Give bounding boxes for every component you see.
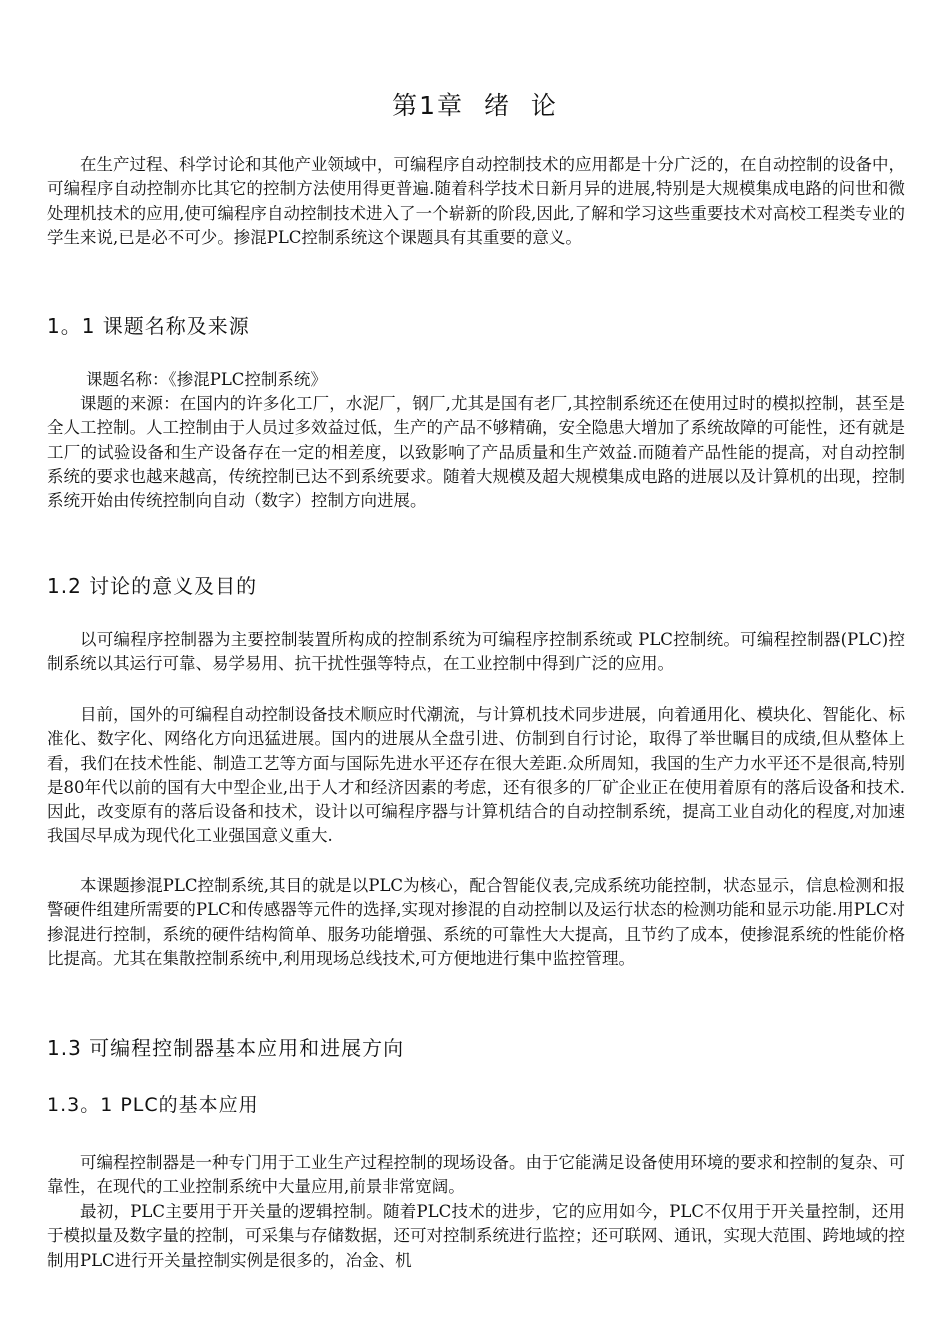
subsection-heading-1-3-1: 1.3。1 PLC的基本应用 (47, 1094, 259, 1116)
intro-paragraph: 在生产过程、科学讨论和其他产业领域中，可编程序自动控制技术的应用都是十分广泛的，在自动控制的设备中， 可编程序自动控制亦比其它的控制方法使用得更普遍.随着科学技术日新月异的进展,特别是大规模集成电路的问世和微处理机技术的应用,使可编程序自动控制技术进入了一个崭新的阶段,因此,了解和学习这些重要技术对高校工程类专业的学生来说,已是必不可少。掺混PLC控制系统这个课题具有其重要的意义。 (47, 155, 905, 247)
section-1-2-paragraph-1: 以可编程序控制器为主要控制装置所构成的控制系统为可编程序控制系统或 PLC控制统。可编程控制器(PLC)控制系统以其运行可靠、易学易用、抗干扰性强等特点，在工业控制中得到广泛的应用。 (47, 630, 905, 674)
section-heading-1-3: 1.3 可编程控制器基本应用和进展方向 (47, 1036, 405, 1060)
section-heading-1-2: 1.2 讨论的意义及目的 (47, 574, 258, 598)
section-1-2-paragraph-3: 本课题掺混PLC控制系统,其目的就是以PLC为核心，配合智能仪表,完成系统功能控制，状态显示，信息检测和报警硬件组建所需要的PLC和传感器等元件的选择,实现对掺混的自动控制以及运行状态的检测功能和显示功能.用PLC对掺混进行控制，系统的硬件结构简单、服务功能增强、系统的可靠性大大提高，且节约了成本，使掺混系统的性能价格比提高。尤其在集散控制系统中,利用现场总线技术,可方便地进行集中监控管理。 (47, 876, 905, 968)
section-1-3-1-paragraph-2: 最初，PLC主要用于开关量的逻辑控制。随着PLC技术的进步，它的应用如今，PLC不仅用于开关量控制，还用于模拟量及数字量的控制，可采集与存储数据，还可对控制系统进行监控；还可联网、通讯，实现大范围、跨地域的控制用PLC进行开关量控制实例是很多的，冶金、机 (47, 1202, 905, 1270)
section-heading-1-1: 1。1 课题名称及来源 (47, 314, 250, 338)
section-1-3-1-paragraph-1: 可编程控制器是一种专门用于工业生产过程控制的现场设备。由于它能满足设备使用环境的要求和控制的复杂、可靠性，在现代的工业控制系统中大量应用,前景非常宽阔。 (47, 1153, 905, 1197)
topic-name-line: 课题名称：《掺混PLC控制系统》 (86, 370, 327, 389)
section-1-2-paragraph-2: 目前，国外的可编程自动控制设备技术顺应时代潮流，与计算机技术同步进展，向着通用化、模块化、智能化、标准化、数字化、网络化方向迅猛进展。国内的进展从全盘引进、仿制到自行讨论，取得了举世瞩目的成绩,但从整体上看，我们在技术性能、制造工艺等方面与国际先进水平还存在很大差距.众所周知，我国的生产力水平还不是很高,特别是80年代以前的国有大中型企业,出于人才和经济因素的考虑，还有很多的厂矿企业正在使用着原有的落后设备和技术.因此，改变原有的落后设备和技术，设计以可编程序器与计算机结合的自动控制系统，提高工业自动化的程度,对加速我国尽早成为现代化工业强国意义重大. (47, 705, 905, 846)
topic-source-paragraph: 课题的来源：在国内的许多化工厂，水泥厂，钢厂,尤其是国有老厂,其控制系统还在使用过时的模拟控制，甚至是全人工控制。人工控制由于人员过多效益过低，生产的产品不够精确，安全隐患大增加了系统故障的可能性，还有就是工厂的试验设备和生产设备存在一定的相差度，以致影响了产品质量和生产效益.而随着产品性能的提高，对自动控制系统的要求也越来越高，传统控制已达不到系统要求。随着大规模及超大规模集成电路的进展以及计算机的出现，控制系统开始由传统控制向自动（数字）控制方向进展。 (47, 394, 905, 511)
chapter-title: 第1章 绪 论 (392, 91, 558, 120)
